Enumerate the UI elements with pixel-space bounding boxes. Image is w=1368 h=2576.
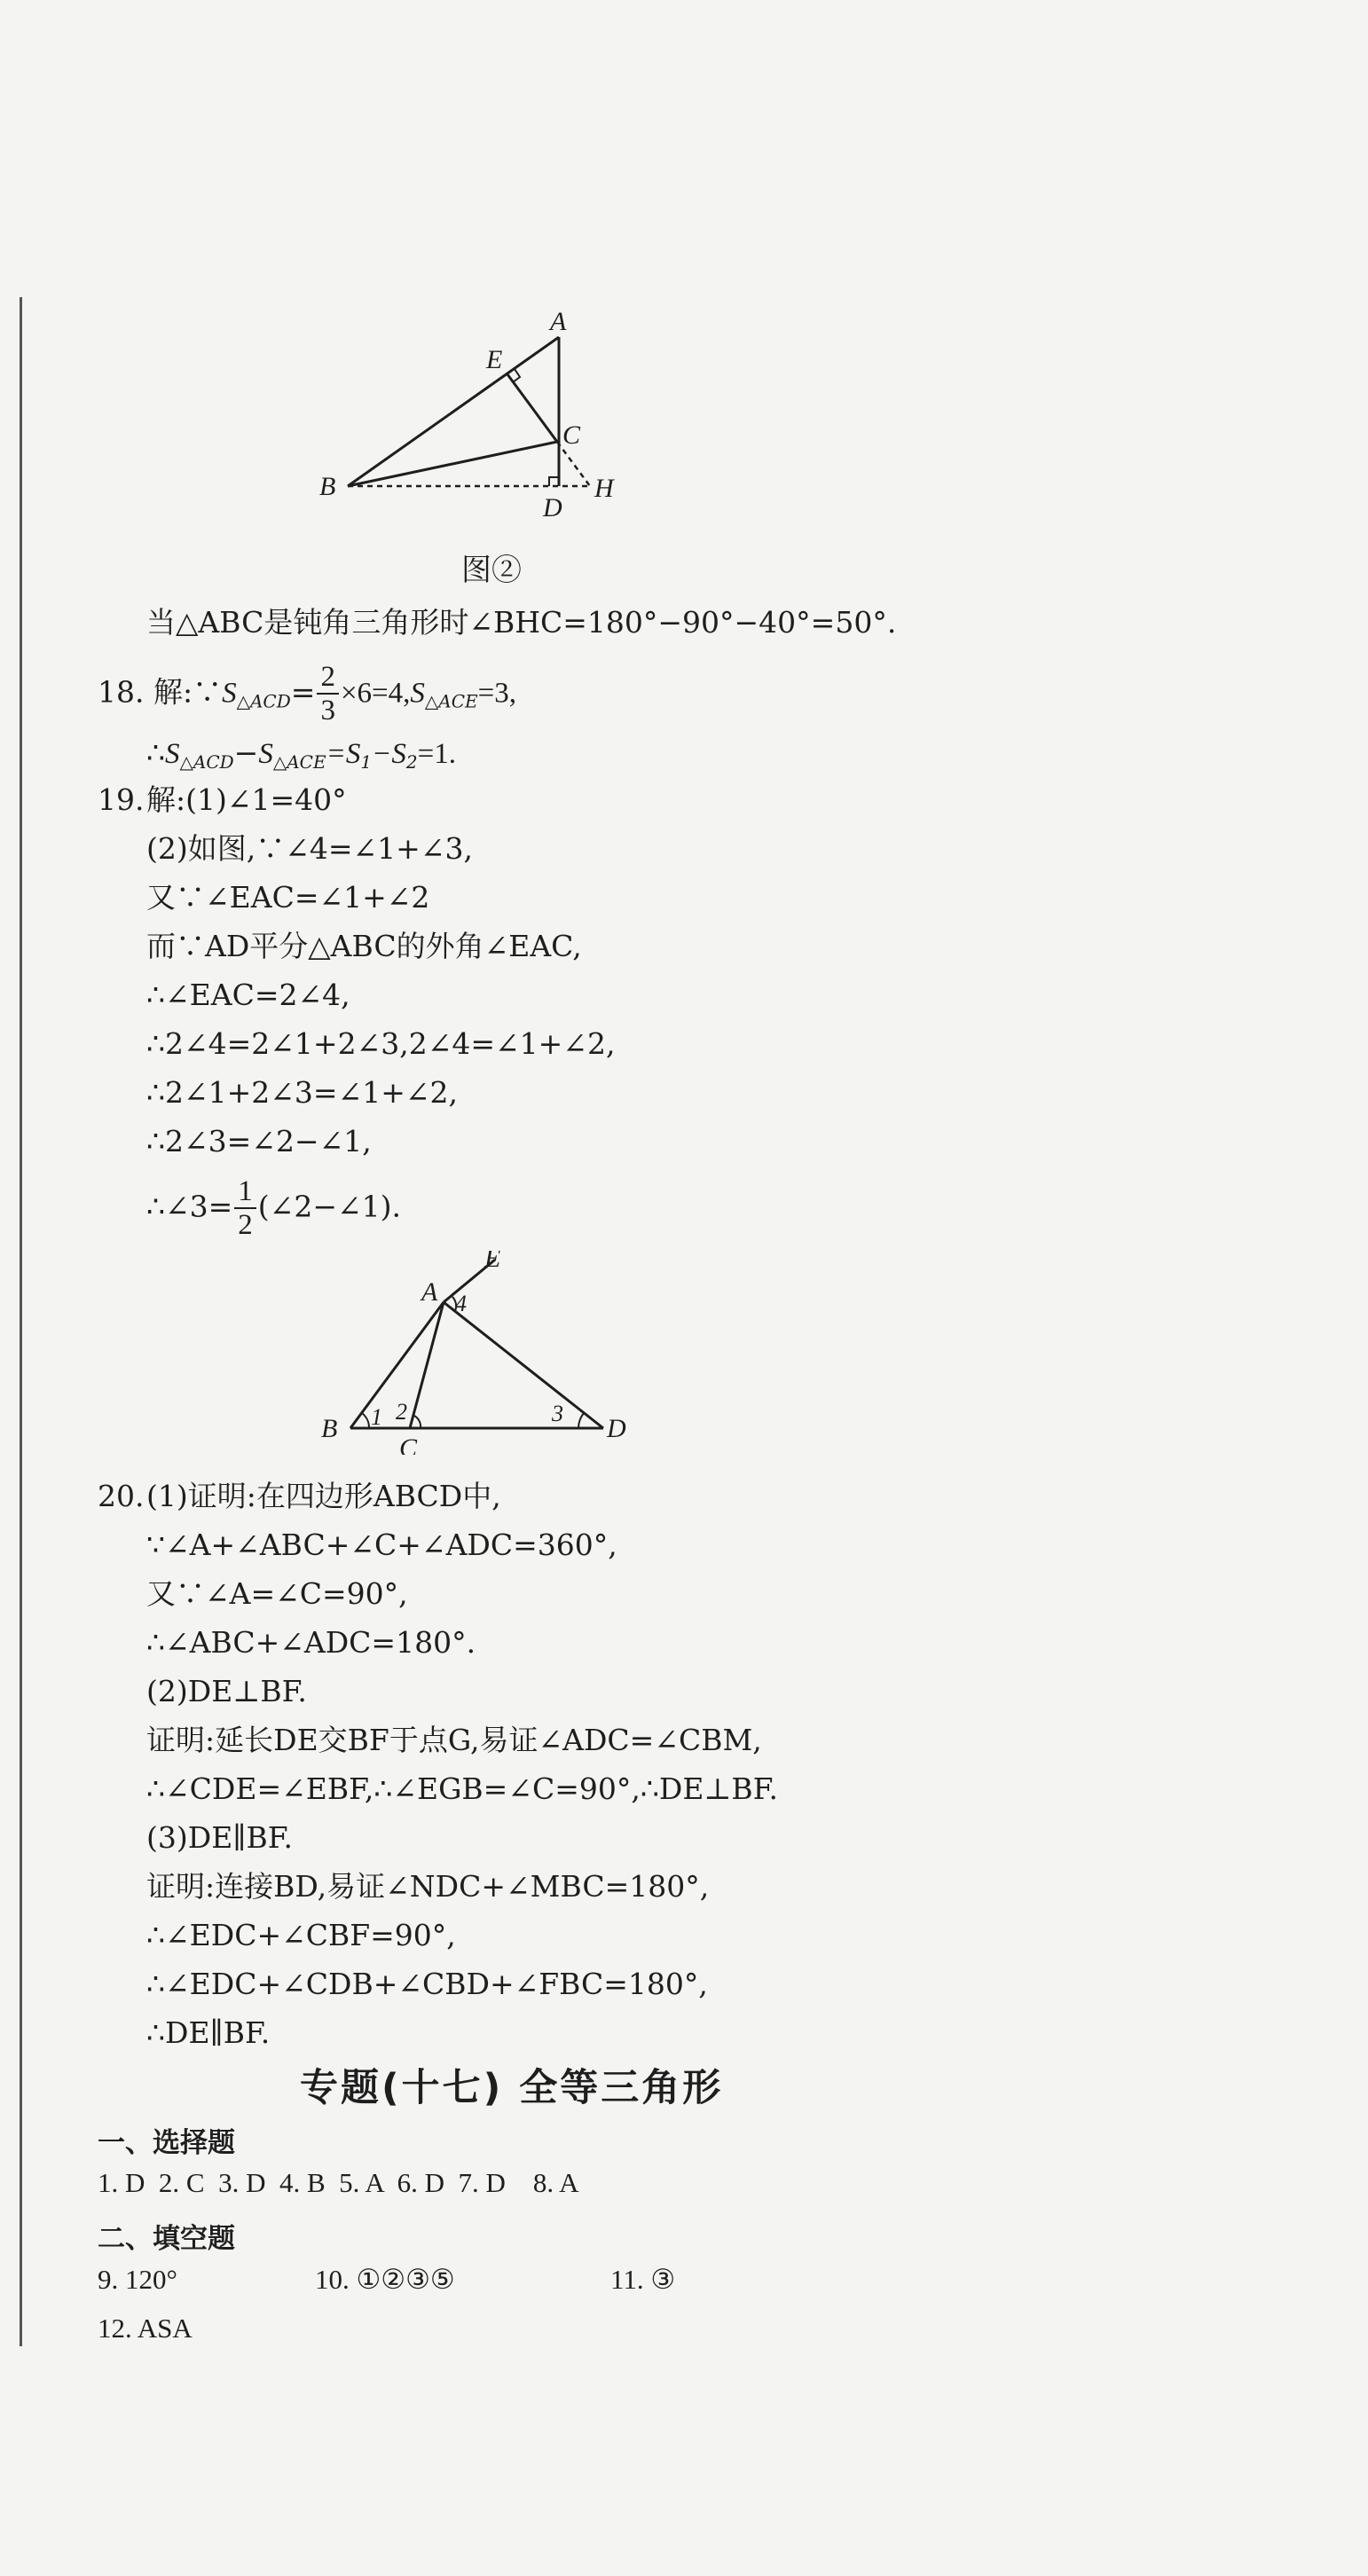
section-title: 专题(十七) 全等三角形: [300, 2066, 724, 2110]
label-1: 1: [371, 1404, 382, 1430]
subheading-choice: 一、选择题: [98, 2127, 235, 2159]
right-angle-mark-d: [549, 477, 559, 486]
q19-line-5: ∴∠EAC=2∠4,: [146, 978, 350, 1012]
q19-line-3: 又∵∠EAC=∠1+∠2: [146, 880, 430, 915]
q20-line-12: ∴DE∥BF.: [146, 2015, 271, 2050]
label-d: D: [543, 493, 562, 522]
q19-line-7: ∴2∠1+2∠3=∠1+∠2,: [146, 1075, 459, 1110]
fill-answer-12: 12. ASA: [98, 2313, 193, 2344]
angle-mark-3: [578, 1413, 584, 1428]
q20-line-6: 证明:延长DE交BF于点G,易证∠ADC=∠CBM,: [146, 1723, 762, 1757]
label-d: D: [607, 1414, 626, 1443]
q20-line-9: 证明:连接BD,易证∠NDC+∠MBC=180°,: [146, 1869, 710, 1904]
q19-line-9: ∴∠3= $\frac{1}{2}$ (∠2−∠1).: [146, 1175, 401, 1242]
label-3: 3: [552, 1401, 563, 1426]
label-a: A: [421, 1277, 438, 1307]
q19-line-8: ∴2∠3=∠2−∠1,: [146, 1124, 372, 1158]
right-angle-mark-e: [513, 369, 520, 382]
label-c: C: [399, 1433, 418, 1455]
figure-2-caption: 图②: [461, 553, 522, 588]
margin-rule: [20, 297, 22, 2346]
q20-line-1: (1)证明:在四边形ABCD中,: [146, 1479, 501, 1513]
q20-line-10: ∴∠EDC+∠CBF=90°,: [146, 1918, 456, 1952]
q20-line-8: (3)DE∥BF.: [146, 1820, 294, 1855]
label-4: 4: [455, 1291, 467, 1316]
label-b: B: [321, 1414, 338, 1443]
q20-num: 20.: [98, 1479, 145, 1513]
q20-line-3: 又∵∠A=∠C=90°,: [146, 1576, 408, 1611]
segment-ad: [444, 1302, 603, 1428]
fill-answer-11: 11. ③: [610, 2264, 676, 2295]
triangle-figure-19: [311, 1251, 648, 1455]
q18-line-2: $\therefore S_{\triangle ACD}-S_{\triangle ACE}=S_1-S_2=1$.: [146, 735, 456, 773]
label-e: E: [484, 1251, 501, 1273]
triangle-figure-2: [302, 293, 656, 532]
label-a: A: [550, 307, 567, 336]
label-2: 2: [396, 1399, 407, 1425]
q20-line-7: ∴∠CDE=∠EBF,∴∠EGB=∠C=90°,∴DE⊥BF.: [146, 1771, 778, 1806]
fill-answer-10: 10. ①②③⑤: [315, 2264, 455, 2295]
label-e: E: [486, 345, 503, 374]
q20-line-2: ∵∠A+∠ABC+∠C+∠ADC=360°,: [146, 1528, 617, 1562]
subheading-fill: 二、填空题: [98, 2223, 235, 2255]
obtuse-case-line: 当△ABC是钝角三角形时∠BHC=180°−90°−40°=50°.: [146, 605, 897, 640]
label-b: B: [319, 472, 336, 501]
q18-line-1: 18. 解$:\because S_{\triangle ACD}=$ $\frac{2}{3}$ $\times 6=4,S_{\triangle ACE}=3$,: [98, 661, 517, 727]
angle-mark-1: [362, 1413, 369, 1428]
segment-ac: [410, 1302, 444, 1428]
label-h: H: [594, 474, 614, 503]
q20-line-4: ∴∠ABC+∠ADC=180°.: [146, 1625, 476, 1660]
q20-line-11: ∴∠EDC+∠CDB+∠CBD+∠FBC=180°,: [146, 1967, 708, 2001]
q19-line-1: 解:(1)∠1=40°: [146, 782, 347, 817]
label-c: C: [562, 420, 581, 450]
angle-mark-2: [414, 1416, 421, 1428]
segment-ec: [507, 374, 557, 442]
q19-line-6: ∴2∠4=2∠1+2∠3,2∠4=∠1+∠2,: [146, 1026, 616, 1061]
fill-answer-9: 9. 120°: [98, 2264, 177, 2295]
q19-line-4: 而∵AD平分△ABC的外角∠EAC,: [146, 929, 582, 963]
q19-num: 19.: [98, 782, 145, 817]
q19-line-2: (2)如图,∵∠4=∠1+∠3,: [146, 831, 473, 866]
q20-line-5: (2)DE⊥BF.: [146, 1674, 307, 1708]
choice-answers: 1. D 2. C 3. D 4. B 5. A 6. D 7. D 8. A: [98, 2167, 579, 2198]
